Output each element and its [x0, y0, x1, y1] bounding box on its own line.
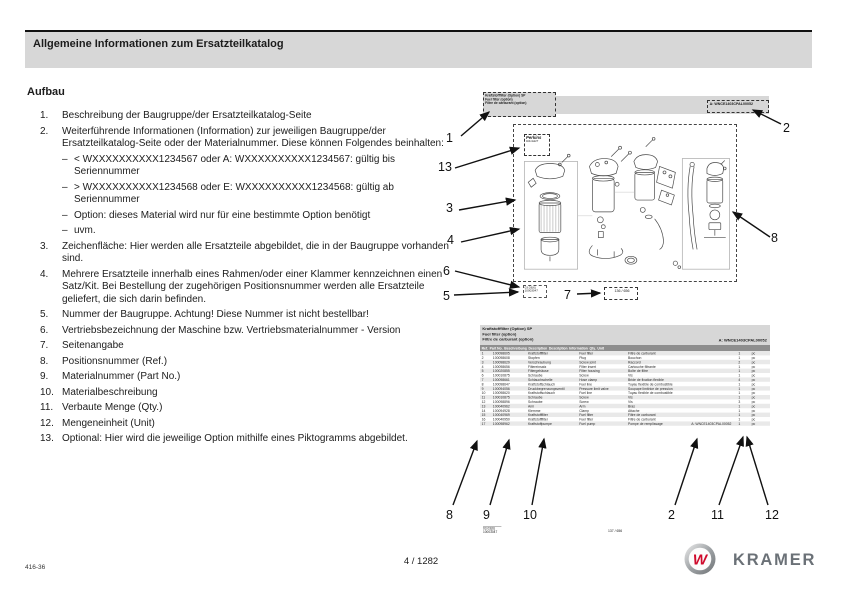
figure-option-box: Kraftstofffilter (Option) SP Fuel filter (option) Filtre de carburant (option) — [483, 92, 556, 117]
list-item: 6. Vertriebsbezeichnung der Maschine bzw. Vertriebsmaterialnummer - Version — [40, 324, 401, 336]
callout-5: 5 — [443, 289, 450, 303]
column-header: Qty. — [589, 346, 596, 350]
callout-4: 4 — [447, 233, 454, 247]
list-subitem: – Option: dieses Material wird nur für eine bestimmte Option benötigt — [62, 209, 371, 221]
list-item: 9. Materialnummer (Part No.) — [40, 371, 181, 382]
parts-table-body — [480, 351, 770, 426]
table-row: 8 100098647 Kraftstoffschlauch Fuel line Tuyau flexible de combustible 1 pc — [481, 382, 756, 386]
table-row: 6 100010875 Schraube Screw Vis 1 pc — [481, 373, 756, 378]
list-subitem: – > WXXXXXXXXXX1234568 oder E: WXXXXXXXXXX1234568: gültig ab Seriennummer — [62, 181, 394, 205]
callout-3: 3 — [446, 201, 453, 215]
table-row: 17 100098962 Kraftstoffpumpe Fuel pump Pompe de remplissage A: WNCE1403CPAL00052 1 pc — [480, 421, 770, 425]
section-title: Aufbau — [27, 86, 65, 98]
table-footer-page-number: 137 / 656 — [608, 529, 623, 533]
document-code: 416-36 — [25, 564, 46, 571]
list-item: 2. Weiterführende Informationen (Information) zur jeweiligen Baugruppe/der Ersatzteilkatalog-Seite oder der Materialnummer. Diese können Folgendes beinhalten: — [40, 125, 444, 149]
list-item: 12. Mengeneinheit (Unit) — [40, 417, 155, 429]
table-row: 10 100098620 Kraftstoffschlauch Fuel line Tuyau flexible de combustible 1 pc — [481, 390, 756, 395]
list-item: 1. Beschreibung der Baugruppe/der Ersatzteilkatalog-Seite — [40, 110, 312, 121]
table-row: 15 100040969 Kraftstofffilter Fuel filter Filtre de carburant 1 pc — [480, 413, 770, 417]
drawing-area — [513, 124, 737, 282]
list-item: 10. Materialbeschreibung — [40, 386, 158, 398]
document-header-bar — [25, 30, 812, 68]
table-row: 11 100010875 Schraube Screw Vis 1 pc — [480, 395, 770, 399]
table-row: 2 100098608 Stopfen Plug Bouchon 1 pc — [481, 355, 756, 360]
table-row: 4 100098656 Filtereinsatz Filter insert Cartouche filtrante 1 pc — [481, 364, 756, 369]
list-item: 11. Verbaute Menge (Qty.) — [40, 402, 163, 413]
kramer-logo — [680, 541, 825, 583]
page-title: Allgemeine Informationen zum Ersatzteilkatalog — [33, 38, 284, 50]
list-item: 13. Optional: Hier wird die jeweilige Option mithilfe eines Piktogramms abgebildet. — [40, 433, 408, 444]
table-row: 14 100094928 Klemme Clamp Attache 1 pc — [481, 408, 756, 413]
callout-11: 11 — [711, 508, 724, 522]
column-header: Description — [548, 346, 568, 350]
table-row: 1 100098605 Kraftstofffilter Fuel filter Filtre de carburant 1 pc — [480, 351, 770, 355]
list-item: 5. Nummer der Baugruppe. Achtung! Diese Nummer ist nicht bestellbar! — [40, 309, 369, 320]
callout-8-table: 8 — [446, 508, 453, 522]
parts-table-header: Kraftstofffilter (Option) SP Fuel filter (option) Filtre de carburant (option) A: WNCE1403CPAL00052 — [480, 325, 770, 345]
callout-12: 12 — [765, 508, 779, 522]
list-subitem: – < WXXXXXXXXXX1234567 oder A: WXXXXXXXXXX1234567: gültig bis Seriennummer — [62, 153, 396, 177]
list-item: 4. Mehrere Ersatzteile innerhalb eines Rahmen/oder einer Klammer kennzeichnen einen Satz/Kit. Bei Bestellung der zugehörigen Positionsnummer werden alle Ersatzteile geliefert, die sich darin befinden. — [40, 268, 443, 305]
callout-9: 9 — [483, 508, 490, 522]
table-row: 3 100098629 Verschraubung Screw joint Raccord 2 pc — [480, 360, 770, 364]
column-header: Beschreibung — [504, 346, 527, 350]
content-column — [27, 86, 451, 449]
table-row: 12 100098896 Schraube Screw Vis 3 pc — [481, 399, 756, 404]
table-row: 7 100098661 Schlauchschelle Hose clamp Bride de fixation flexible 4 pc — [480, 377, 770, 381]
parts-table — [480, 325, 770, 427]
parts-table-serial-code: A: WNCE1403CPAL00052 — [718, 338, 767, 343]
callout-6: 6 — [443, 264, 450, 278]
column-header: Information — [569, 346, 588, 350]
table-footer-assembly: 03.03(6) 10003047 — [483, 526, 498, 534]
column-header: Ref. — [481, 346, 489, 350]
logo-w-mark: W — [692, 551, 708, 569]
callout-1: 1 — [446, 131, 453, 145]
callout-2-table: 2 — [668, 508, 675, 522]
list-item: 7. Seitenangabe — [40, 340, 124, 351]
list-item: 3. Zeichenfläche: Hier werden alle Ersatzteile abgebildet, die in der Baugruppe vorhanden sind. — [40, 240, 449, 264]
list-item: 8. Positionsnummer (Ref.) — [40, 355, 168, 367]
figure-page-number-box: 136 / 656 — [604, 287, 638, 300]
callout-10: 10 — [523, 508, 537, 522]
page-number: 4 / 1282 — [403, 556, 439, 567]
callout-8: 8 — [771, 231, 778, 245]
engine-badge: Perkins 404J-E22T — [524, 134, 550, 156]
table-row: 16 100040950 Kraftstofffilter Fuel filter Filtre de carburant 1 pc — [481, 417, 756, 422]
assembly-number-box: 03.03(6) 10003047 — [523, 285, 547, 298]
callout-2: 2 — [783, 121, 790, 135]
column-header: Description — [528, 346, 548, 350]
column-header: Part No. — [489, 346, 503, 350]
column-header: Unit — [597, 346, 605, 350]
callout-7: 7 — [564, 288, 571, 302]
table-row: 13 100040962 Arm Arm Bras 1 pc — [480, 404, 770, 408]
list-subitem: – uvm. — [62, 225, 96, 236]
table-row: 9 100094056 Druckbegrenzungsventil Pressure limit valve Soupape limitrice de pression 1 pc — [480, 386, 770, 390]
brand-wordmark: KRAMER — [733, 551, 817, 569]
callout-13: 13 — [438, 160, 452, 174]
table-row: 5 100020855 Filtergehäuse Filter housing Boîte de filtre 1 pc — [480, 369, 770, 373]
figure-serial-code-box: A: WNCE1403CPAL00052 — [707, 100, 769, 113]
